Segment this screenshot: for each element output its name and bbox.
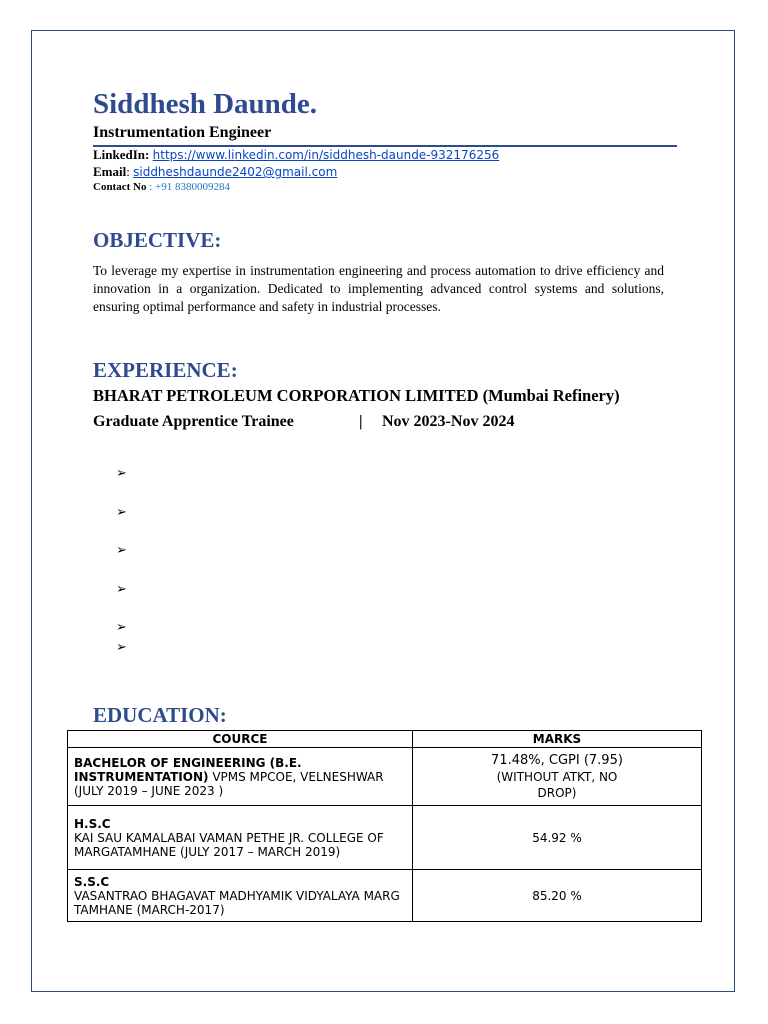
marks-note: (WITHOUT ATKT, NO (496, 769, 618, 784)
email-label: Email (93, 164, 127, 179)
contact-line: Contact No : +91 8380009284 (93, 181, 230, 193)
marks-value: 71.48%, CGPI (7.95) (491, 752, 623, 768)
marks-value: 85.20 % (532, 888, 582, 903)
course-details: VPMS MPCOE, VELNESHWAR (JULY 2019 – JUNE 2023 ) (74, 769, 384, 798)
bullet-marker: ➢ (116, 466, 127, 481)
marks-cell (413, 748, 702, 806)
bullet-marker: ➢ (116, 582, 127, 597)
role-dates: Nov 2023-Nov 2024 (382, 413, 515, 430)
degree-name: S.S.C (74, 874, 110, 889)
company-name: BHARAT PETROLEUM CORPORATION LIMITED (Mumbai Refinery) (93, 386, 620, 405)
experience-heading: EXPERIENCE: (93, 358, 238, 382)
degree-name: BACHELOR OF ENGINEERING (B.E. INSTRUMENTATION) (74, 755, 302, 784)
linkedin-link[interactable]: https://www.linkedin.com/in/siddhesh-daunde-932176256 (152, 148, 500, 162)
role-separator: | (359, 413, 363, 430)
objective-text: To leverage my expertise in instrumentation engineering and process automation to drive efficiency and innovation in a organization. Dedicated to implementing advanced control systems and solutions, ensuring optimal performance and safety in industrial processes. (93, 263, 664, 314)
candidate-name: Siddhesh Daunde. (93, 88, 318, 120)
column-header-marks: MARKS (413, 731, 702, 748)
contact-label: Contact No (93, 181, 147, 193)
linkedin-line: LinkedIn: https://www.linkedin.com/in/siddhesh-daunde-932176256 (93, 147, 500, 162)
role-title: Graduate Apprentice Trainee (93, 413, 294, 430)
table-row (68, 806, 702, 870)
table-row (68, 748, 702, 806)
course-details: KAI SAU KAMALABAI VAMAN PETHE JR. COLLEGE OF MARGATAMHANE (JULY 2017 – MARCH 2019) (74, 830, 384, 859)
bullet-marker: ➢ (116, 620, 127, 635)
objective-heading: OBJECTIVE: (93, 228, 222, 252)
course-cell (68, 806, 413, 870)
column-header-course: COURCE (68, 731, 413, 748)
linkedin-label: LinkedIn (93, 147, 146, 162)
bullet-marker: ➢ (116, 505, 127, 520)
marks-note: DROP) (537, 785, 577, 800)
course-cell (68, 870, 413, 922)
email-line: Email: siddheshdaunde2402@gmail.com (93, 164, 338, 179)
bullet-marker: ➢ (116, 543, 127, 558)
job-title: Instrumentation Engineer (93, 124, 272, 141)
role-line (93, 413, 515, 431)
bullet-marker: ➢ (116, 640, 127, 655)
course-details: VASANTRAO BHAGAVAT MADHYAMIK VIDYALAYA MARG TAMHANE (MARCH-2017) (74, 888, 400, 917)
education-table (67, 730, 702, 922)
education-heading: EDUCATION: (93, 703, 227, 727)
marks-cell (413, 806, 702, 870)
marks-value: 54.92 % (532, 830, 582, 845)
contact-number: +91 8380009284 (155, 181, 230, 193)
course-cell (68, 748, 413, 806)
degree-name: H.S.C (74, 816, 111, 831)
table-header-row (68, 731, 702, 748)
table-row (68, 870, 702, 922)
email-link[interactable]: siddheshdaunde2402@gmail.com (133, 165, 338, 179)
marks-cell (413, 870, 702, 922)
